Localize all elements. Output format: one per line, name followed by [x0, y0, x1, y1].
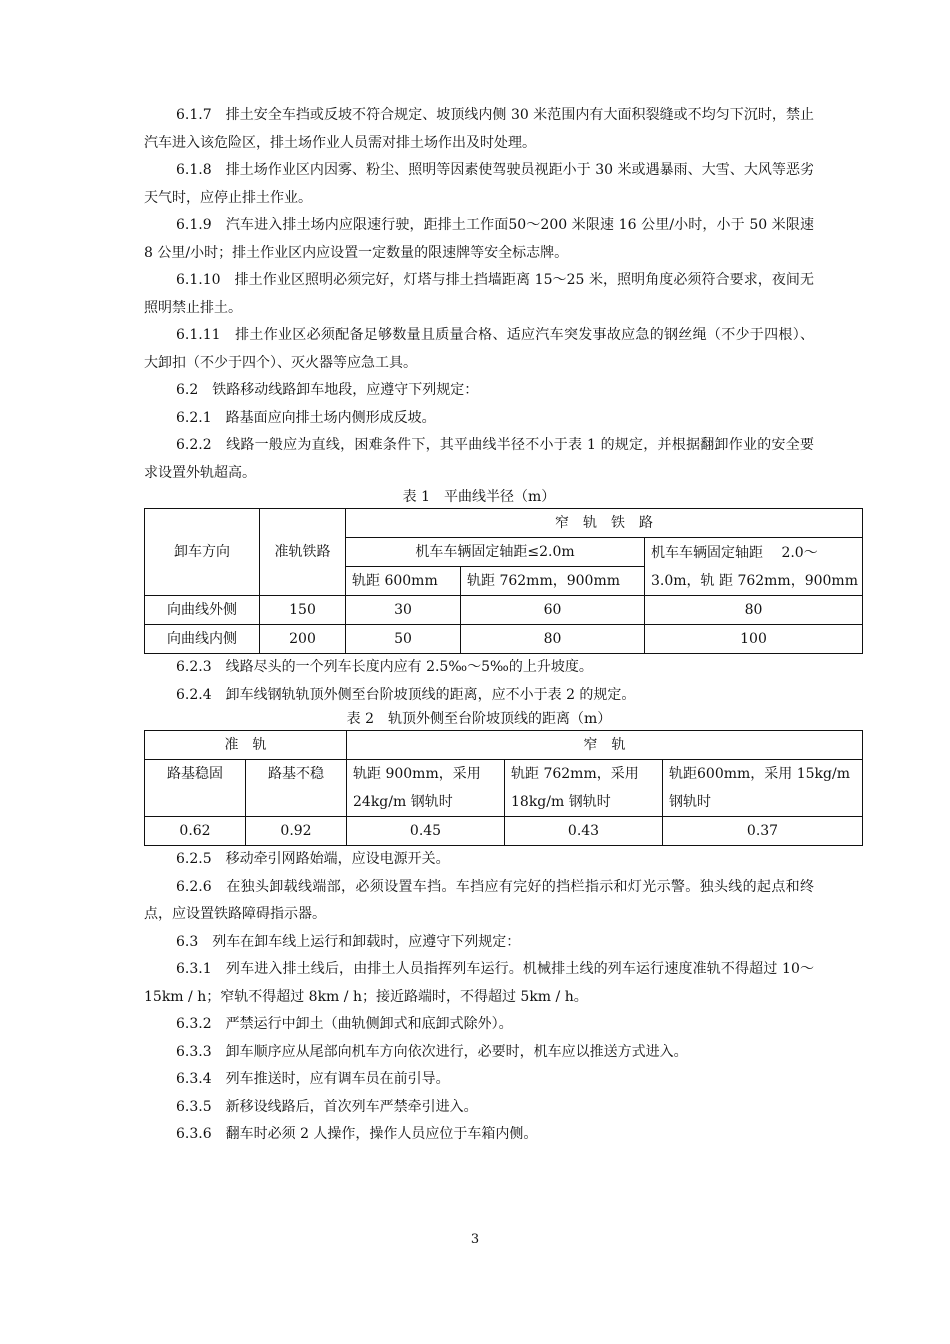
table-row	[145, 625, 863, 654]
clause-6-2-4	[144, 682, 814, 710]
clause-6-2-5	[144, 846, 814, 874]
table1-header-standard: 准轨铁路	[260, 509, 346, 596]
table2-cell-stable: 0.62	[145, 817, 246, 846]
clause-6-2-6	[144, 874, 814, 929]
clause-number: 6.3.1	[176, 961, 212, 977]
clause-number: 6.1.8	[176, 162, 212, 178]
table1-header-narrow: 窄 轨 铁 路	[346, 509, 863, 538]
page-content	[144, 102, 858, 1149]
table1-cell-direction: 向曲线内侧	[145, 625, 260, 654]
table1-cell-wheelbase-b: 80	[645, 596, 863, 625]
table1-cell-standard: 150	[260, 596, 346, 625]
table1-cell-gauge-762: 60	[461, 596, 645, 625]
clause-text: 卸车顺序应从尾部向机车方向依次进行，必要时，机车应以推送方式进入。	[225, 1043, 688, 1060]
clause-number: 6.1.9	[176, 217, 212, 233]
clause-number: 6.3.6	[176, 1126, 212, 1142]
clause-text: 列车推送时，应有调车员在前引导。	[225, 1071, 450, 1087]
clause-text: 路基面应向排土场内侧形成反坡。	[225, 409, 436, 426]
clause-text: 新移设线路后，首次列车严禁牵引进入。	[225, 1098, 478, 1115]
table2-cell-gauge-600: 0.37	[663, 817, 863, 846]
table2-cell-unstable: 0.92	[246, 817, 347, 846]
clause-6-1-8	[144, 157, 814, 212]
clause-group-6-2-b	[144, 654, 814, 709]
clause-text: 铁路移动线路卸车地段，应遵守下列规定：	[212, 382, 479, 398]
clause-text: 列车在卸车线上运行和卸载时，应遵守下列规定：	[212, 933, 521, 950]
clause-text: 在独头卸载线端部，必须设置车挡。车挡应有完好的挡栏指示和灯光示警。独头线的起点和终点，应设置铁路障碍指示器。	[144, 878, 815, 922]
clause-6-2-3	[144, 654, 814, 682]
clause-text: 排土作业区必须配备足够数量且质量合格、适应汽车突发事故应急的钢丝绳（不少于四根）、大卸扣（不少于四个）、灭火器等应急工具。	[144, 327, 814, 371]
table-row	[145, 817, 863, 846]
clause-number: 6.1.10	[176, 272, 221, 288]
clause-6-3	[144, 929, 814, 957]
page-number: 3	[470, 1232, 480, 1247]
table2-cell-gauge-762: 0.43	[505, 817, 663, 846]
clause-text: 严禁运行中卸土（曲轨侧卸式和底卸式除外）。	[225, 1016, 513, 1032]
clause-number: 6.2.3	[176, 659, 212, 675]
table1-cell-gauge-600: 50	[346, 625, 461, 654]
table2-header-narrow: 窄 轨	[347, 731, 863, 760]
clause-6-2-2	[144, 432, 814, 487]
clause-text: 汽车进入排土场内应限速行驶，距排土工作面50～200 米限速 16 公里/小时，小于 50 米限速 8 公里/小时；排土作业区内应设置一定数量的限速牌等安全标志牌。	[144, 217, 814, 261]
clause-number: 6.3	[176, 933, 199, 950]
clause-6-3-4	[144, 1066, 814, 1094]
clause-text: 列车进入排土线后，由排土人员指挥列车运行。机械排土线的列车运行速度准轨不得超过 10～15km / h；窄轨不得超过 8km / h；接近路端时，不得超过 5km / h。	[144, 961, 815, 1005]
clause-text: 线路一般应为直线，困难条件下，其平曲线半径不小于表 1 的规定，并根据翻卸作业的安全要求设置外轨超高。	[144, 437, 815, 481]
clause-6-3-5	[144, 1094, 814, 1122]
clause-number: 6.2.1	[176, 409, 212, 426]
clause-text: 线路尽头的一个列车长度内应有 2.5‰～5‰的上升坡度。	[225, 659, 593, 675]
clause-number: 6.1.11	[176, 327, 221, 343]
table1-cell-gauge-600: 30	[346, 596, 461, 625]
clause-number: 6.2.5	[176, 851, 212, 867]
clause-text: 排土作业区照明必须完好，灯塔与排土挡墙距离 15～25 米，照明角度必须符合要求，夜间无照明禁止排土。	[144, 272, 814, 316]
table2-header-gauge-900: 轨距 900mm，采用 24kg/m 钢轨时	[347, 760, 505, 817]
table1-cell-wheelbase-b: 100	[645, 625, 863, 654]
clause-text: 排土场作业区内因雾、粉尘、照明等因素使驾驶员视距小于 30 米或遇暴雨、大雪、大风等恶劣天气时，应停止排土作业。	[144, 162, 814, 206]
table2-cell-gauge-900: 0.45	[347, 817, 505, 846]
table1-caption: 表 1 平曲线半径（m）	[402, 489, 556, 505]
clause-group-6-3	[144, 846, 814, 1149]
clause-number: 6.3.4	[176, 1071, 212, 1087]
clause-6-3-6	[144, 1121, 814, 1149]
clause-6-1-11	[144, 322, 814, 377]
table2-header-gauge-600: 轨距600mm，采用 15kg/m 钢轨时	[663, 760, 863, 817]
clause-6-1-9	[144, 212, 814, 267]
clause-group-6-1	[144, 102, 814, 487]
table1-header-wheelbase-b: 机车车辆固定轴距 2.0～3.0m，轨 距 762mm，900mm	[645, 538, 863, 596]
table2-header-unstable: 路基不稳	[246, 760, 347, 817]
clause-text: 卸车线钢轨轨顶外侧至台阶坡顶线的距离，应不小于表 2 的规定。	[225, 686, 636, 703]
table2-caption: 表 2 轨顶外侧至台阶坡顶线的距离（m）	[346, 711, 612, 727]
clause-number: 6.2.6	[176, 878, 212, 895]
clause-number: 6.3.3	[176, 1043, 212, 1060]
clause-text: 翻车时必须 2 人操作，操作人员应位于车箱内侧。	[225, 1126, 538, 1142]
clause-6-2-1	[144, 405, 814, 433]
clause-6-3-3	[144, 1039, 814, 1067]
clause-6-3-1	[144, 956, 814, 1011]
clause-6-1-10	[144, 267, 814, 322]
clause-number: 6.2.2	[176, 437, 212, 453]
clause-number: 6.2.4	[176, 686, 212, 703]
clause-number: 6.3.2	[176, 1016, 212, 1032]
clause-number: 6.2	[176, 382, 199, 398]
clause-number: 6.3.5	[176, 1098, 212, 1115]
table1-cell-gauge-762: 80	[461, 625, 645, 654]
table2-header-standard: 准 轨	[145, 731, 347, 760]
table1-header-gauge-600: 轨距 600mm	[346, 567, 461, 596]
clause-text: 排土安全车挡或反坡不符合规定、坡顶线内侧 30 米范围内有大面积裂缝或不均匀下沉时，禁止汽车进入该危险区，排土场作业人员需对排土场作出及时处理。	[144, 107, 814, 151]
clause-6-2	[144, 377, 814, 405]
table1-cell-direction: 向曲线外侧	[145, 596, 260, 625]
table2-header-gauge-762: 轨距 762mm，采用 18kg/m 钢轨时	[505, 760, 663, 817]
table2-rail-distance	[144, 730, 863, 846]
table1-header-wheelbase-a: 机车车辆固定轴距≤2.0m	[346, 538, 645, 567]
table1-header-direction: 卸车方向	[145, 509, 260, 596]
table1-curve-radius	[144, 508, 863, 654]
clause-6-3-2	[144, 1011, 814, 1039]
table1-header-gauge-762: 轨距 762mm，900mm	[461, 567, 645, 596]
clause-text: 移动牵引网路始端，应设电源开关。	[225, 851, 450, 867]
table2-header-stable: 路基稳固	[145, 760, 246, 817]
clause-number: 6.1.7	[176, 107, 212, 123]
clause-6-1-7	[144, 102, 814, 157]
table-row	[145, 596, 863, 625]
table1-cell-standard: 200	[260, 625, 346, 654]
